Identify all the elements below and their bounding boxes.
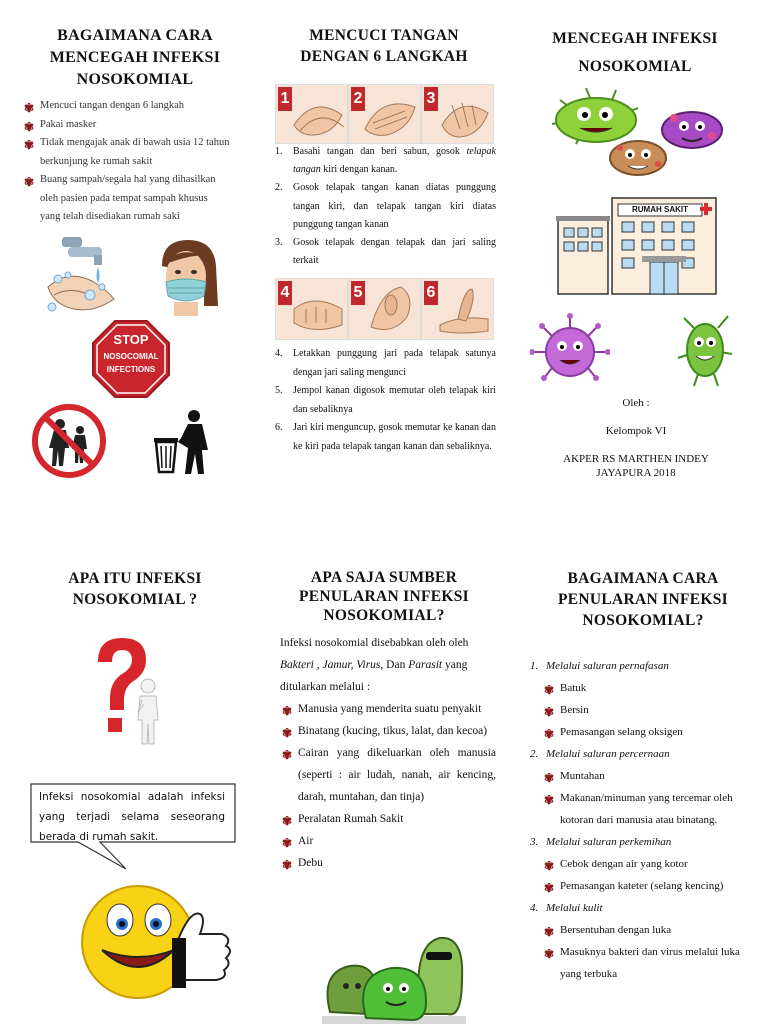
list-item: 2. Gosok telapak tangan kanan diatas punggung tangan kiri, dan telapak tangan kiri diatas punggung tangan kanan bbox=[275, 182, 496, 230]
bullet-icon: ✾ bbox=[282, 858, 293, 872]
bullet-icon: ✾ bbox=[282, 704, 293, 718]
bullet-icon: ✾ bbox=[544, 727, 555, 741]
list-item: ✾ Peralatan Rumah Sakit bbox=[282, 808, 496, 830]
list-item: ✾ Manusia yang menderita suatu penyakit bbox=[282, 698, 496, 720]
handwashing-illustration bbox=[38, 235, 118, 317]
bullet-icon: ✾ bbox=[544, 859, 555, 873]
step-image bbox=[275, 278, 348, 340]
question-man-illustration bbox=[90, 636, 166, 748]
panel6-list bbox=[530, 655, 752, 985]
step-image bbox=[421, 84, 494, 144]
step-image bbox=[275, 84, 348, 144]
group-name: Kelompok VI bbox=[605, 425, 667, 437]
definition-text: Infeksi nosokomial adalah infeksi yang terjadi selama seseorang berada di rumah sakit. bbox=[39, 791, 225, 843]
hospital-sign-text: RUMAH SAKIT bbox=[632, 205, 688, 214]
step-image bbox=[421, 278, 494, 340]
list-item: ✾ Masuknya bakteri dan virus melalui luka yang terbuka bbox=[544, 941, 752, 985]
bullet-icon: ✾ bbox=[282, 748, 293, 762]
group-heading: 4. Melalui kulit bbox=[530, 902, 603, 914]
panel3-title: MENCEGAH INFEKSI NOSOKOMIAL bbox=[552, 30, 718, 75]
panel5-title: APA SAJA SUMBER PENULARAN INFEKSI NOSOKOMIAL? bbox=[298, 569, 470, 624]
bullet-icon: ✾ bbox=[544, 881, 555, 895]
bullet-icon: ✾ bbox=[544, 705, 555, 719]
step-image bbox=[348, 84, 421, 144]
list-item: 4. Letakkan punggung jari pada telapak satunya dengan jari saling mengunci bbox=[275, 348, 496, 378]
list-item: ✾ Pemasangan kateter (selang kencing) bbox=[544, 875, 752, 897]
list-item: ✾ Bersin bbox=[544, 699, 752, 721]
group-heading: 3. Melalui saluran perkemihan bbox=[530, 836, 672, 848]
bullet-icon: ✾ bbox=[544, 947, 555, 961]
group-heading: 2. Melalui saluran percernaan bbox=[530, 748, 670, 760]
stop-nosocomial-sign: STOP NOSOCOMIAL INFECTIONS bbox=[92, 320, 170, 398]
list-item: 5. Jempol kanan digosok memutar oleh telapak kiri dan sebaliknya bbox=[275, 385, 496, 415]
no-children-icon bbox=[30, 402, 108, 480]
list-item: ✾ Cebok dengan air yang kotor bbox=[544, 853, 752, 875]
group-heading: 1. Melalui saluran pernafasan bbox=[530, 660, 669, 672]
list-item: ✾ Buang sampah/segala hal yang dihasilkan oleh pasien pada tempat sampah khusus yang telah disediakan rumah saki bbox=[24, 174, 216, 222]
bullet-icon: ✾ bbox=[282, 814, 293, 828]
bullet-icon: ✾ bbox=[24, 119, 35, 134]
step-badge: 4 bbox=[278, 281, 292, 305]
step-badge: 5 bbox=[351, 281, 365, 305]
bullet-icon: ✾ bbox=[24, 175, 35, 189]
trash-bin-icon bbox=[150, 408, 216, 474]
bullet-icon: ✾ bbox=[24, 138, 35, 152]
handwash-steps-list-b bbox=[275, 345, 496, 457]
author-block bbox=[520, 396, 752, 480]
list-item: ✾ Air bbox=[282, 830, 496, 852]
list-item: ✾ Pemasangan selang oksigen bbox=[544, 721, 752, 743]
list-item: ✾ Batuk bbox=[544, 677, 752, 699]
handwash-steps-list-a bbox=[275, 143, 496, 270]
bullet-icon: ✾ bbox=[544, 771, 555, 785]
step-badge: 6 bbox=[424, 281, 438, 305]
definition-speech-bubble bbox=[30, 783, 236, 843]
panel6-title: BAGAIMANA CARA PENULARAN INFEKSI NOSOKOMIAL? bbox=[557, 570, 729, 629]
handwash-steps-row-2 bbox=[275, 278, 493, 338]
institution: AKPER RS MARTHEN INDEY JAYAPURA 2018 bbox=[563, 453, 709, 479]
bullet-icon: ✾ bbox=[282, 836, 293, 850]
step-badge: 1 bbox=[278, 87, 292, 111]
list-item: ✾ Debu bbox=[282, 852, 496, 874]
thumbs-up-smiley-illustration bbox=[80, 880, 236, 1000]
mask-woman-photo bbox=[148, 236, 224, 316]
panel5-intro: Infeksi nosokomial disebabkan oleh oleh Bakteri , Jamur, Virus, Dan Parasit yang ditularkan melalui : bbox=[280, 637, 469, 693]
list-item: ✾ Tidak mengajak anak di bawah usia 12 tahun berkunjung ke rumah sakit bbox=[24, 137, 230, 167]
list-item: ✾ Binatang (kucing, tikus, lalat, dan kecoa) bbox=[282, 720, 496, 742]
purple-germ-icon bbox=[530, 312, 610, 388]
bullet-icon: ✾ bbox=[544, 925, 555, 939]
list-item: ✾ Cairan yang dikeluarkan oleh manusia (seperti : air ludah, nanah, air kencing, darah, muntahan, dan tinja) bbox=[282, 742, 496, 808]
list-item: ✾ Pakai masker bbox=[24, 116, 230, 135]
list-item: ✾ Muntahan bbox=[544, 765, 752, 787]
germs-illustration bbox=[546, 82, 726, 180]
panel1-list bbox=[24, 97, 230, 227]
hospital-illustration bbox=[556, 196, 720, 296]
panel2-title: MENCUCI TANGAN DENGAN 6 LANGKAH bbox=[300, 27, 468, 65]
panel1-title: BAGAIMANA CARA MENCEGAH INFEKSI NOSOKOMIAL bbox=[49, 27, 221, 88]
bullet-icon: ✾ bbox=[282, 726, 293, 740]
bullet-icon: ✾ bbox=[24, 101, 35, 115]
handwash-steps-row-1 bbox=[275, 84, 493, 142]
panel4-title: APA ITU INFEKSI NOSOKOMIAL ? bbox=[68, 570, 202, 608]
bullet-icon: ✾ bbox=[544, 793, 555, 807]
list-item: 6. Jari kiri menguncup, gosok memutar ke kanan dan ke kiri pada telapak tangan kanan dan sebaliknya. bbox=[275, 422, 496, 452]
green-germ-icon bbox=[674, 308, 736, 390]
list-item: ✾ Bersentuhan dengan luka bbox=[544, 919, 752, 941]
step-image bbox=[348, 278, 421, 340]
green-germs-illustration bbox=[316, 928, 472, 1024]
step-badge: 3 bbox=[424, 87, 438, 111]
bullet-icon: ✾ bbox=[544, 683, 555, 697]
by-label: Oleh : bbox=[622, 397, 650, 409]
panel5-list bbox=[282, 698, 496, 874]
list-item: 1. Basahi tangan dan beri sabun, gosok telapak tangan kiri dengan kanan. bbox=[275, 146, 496, 176]
list-item: ✾ Makanan/minuman yang tercemar oleh kotoran dari manusia atau binatang. bbox=[544, 787, 752, 831]
list-item: 3. Gosok telapak dengan telapak dan jari saling terkait bbox=[275, 237, 496, 267]
step-badge: 2 bbox=[351, 87, 365, 111]
list-item: ✾ Mencuci tangan dengan 6 langkah bbox=[24, 97, 230, 116]
